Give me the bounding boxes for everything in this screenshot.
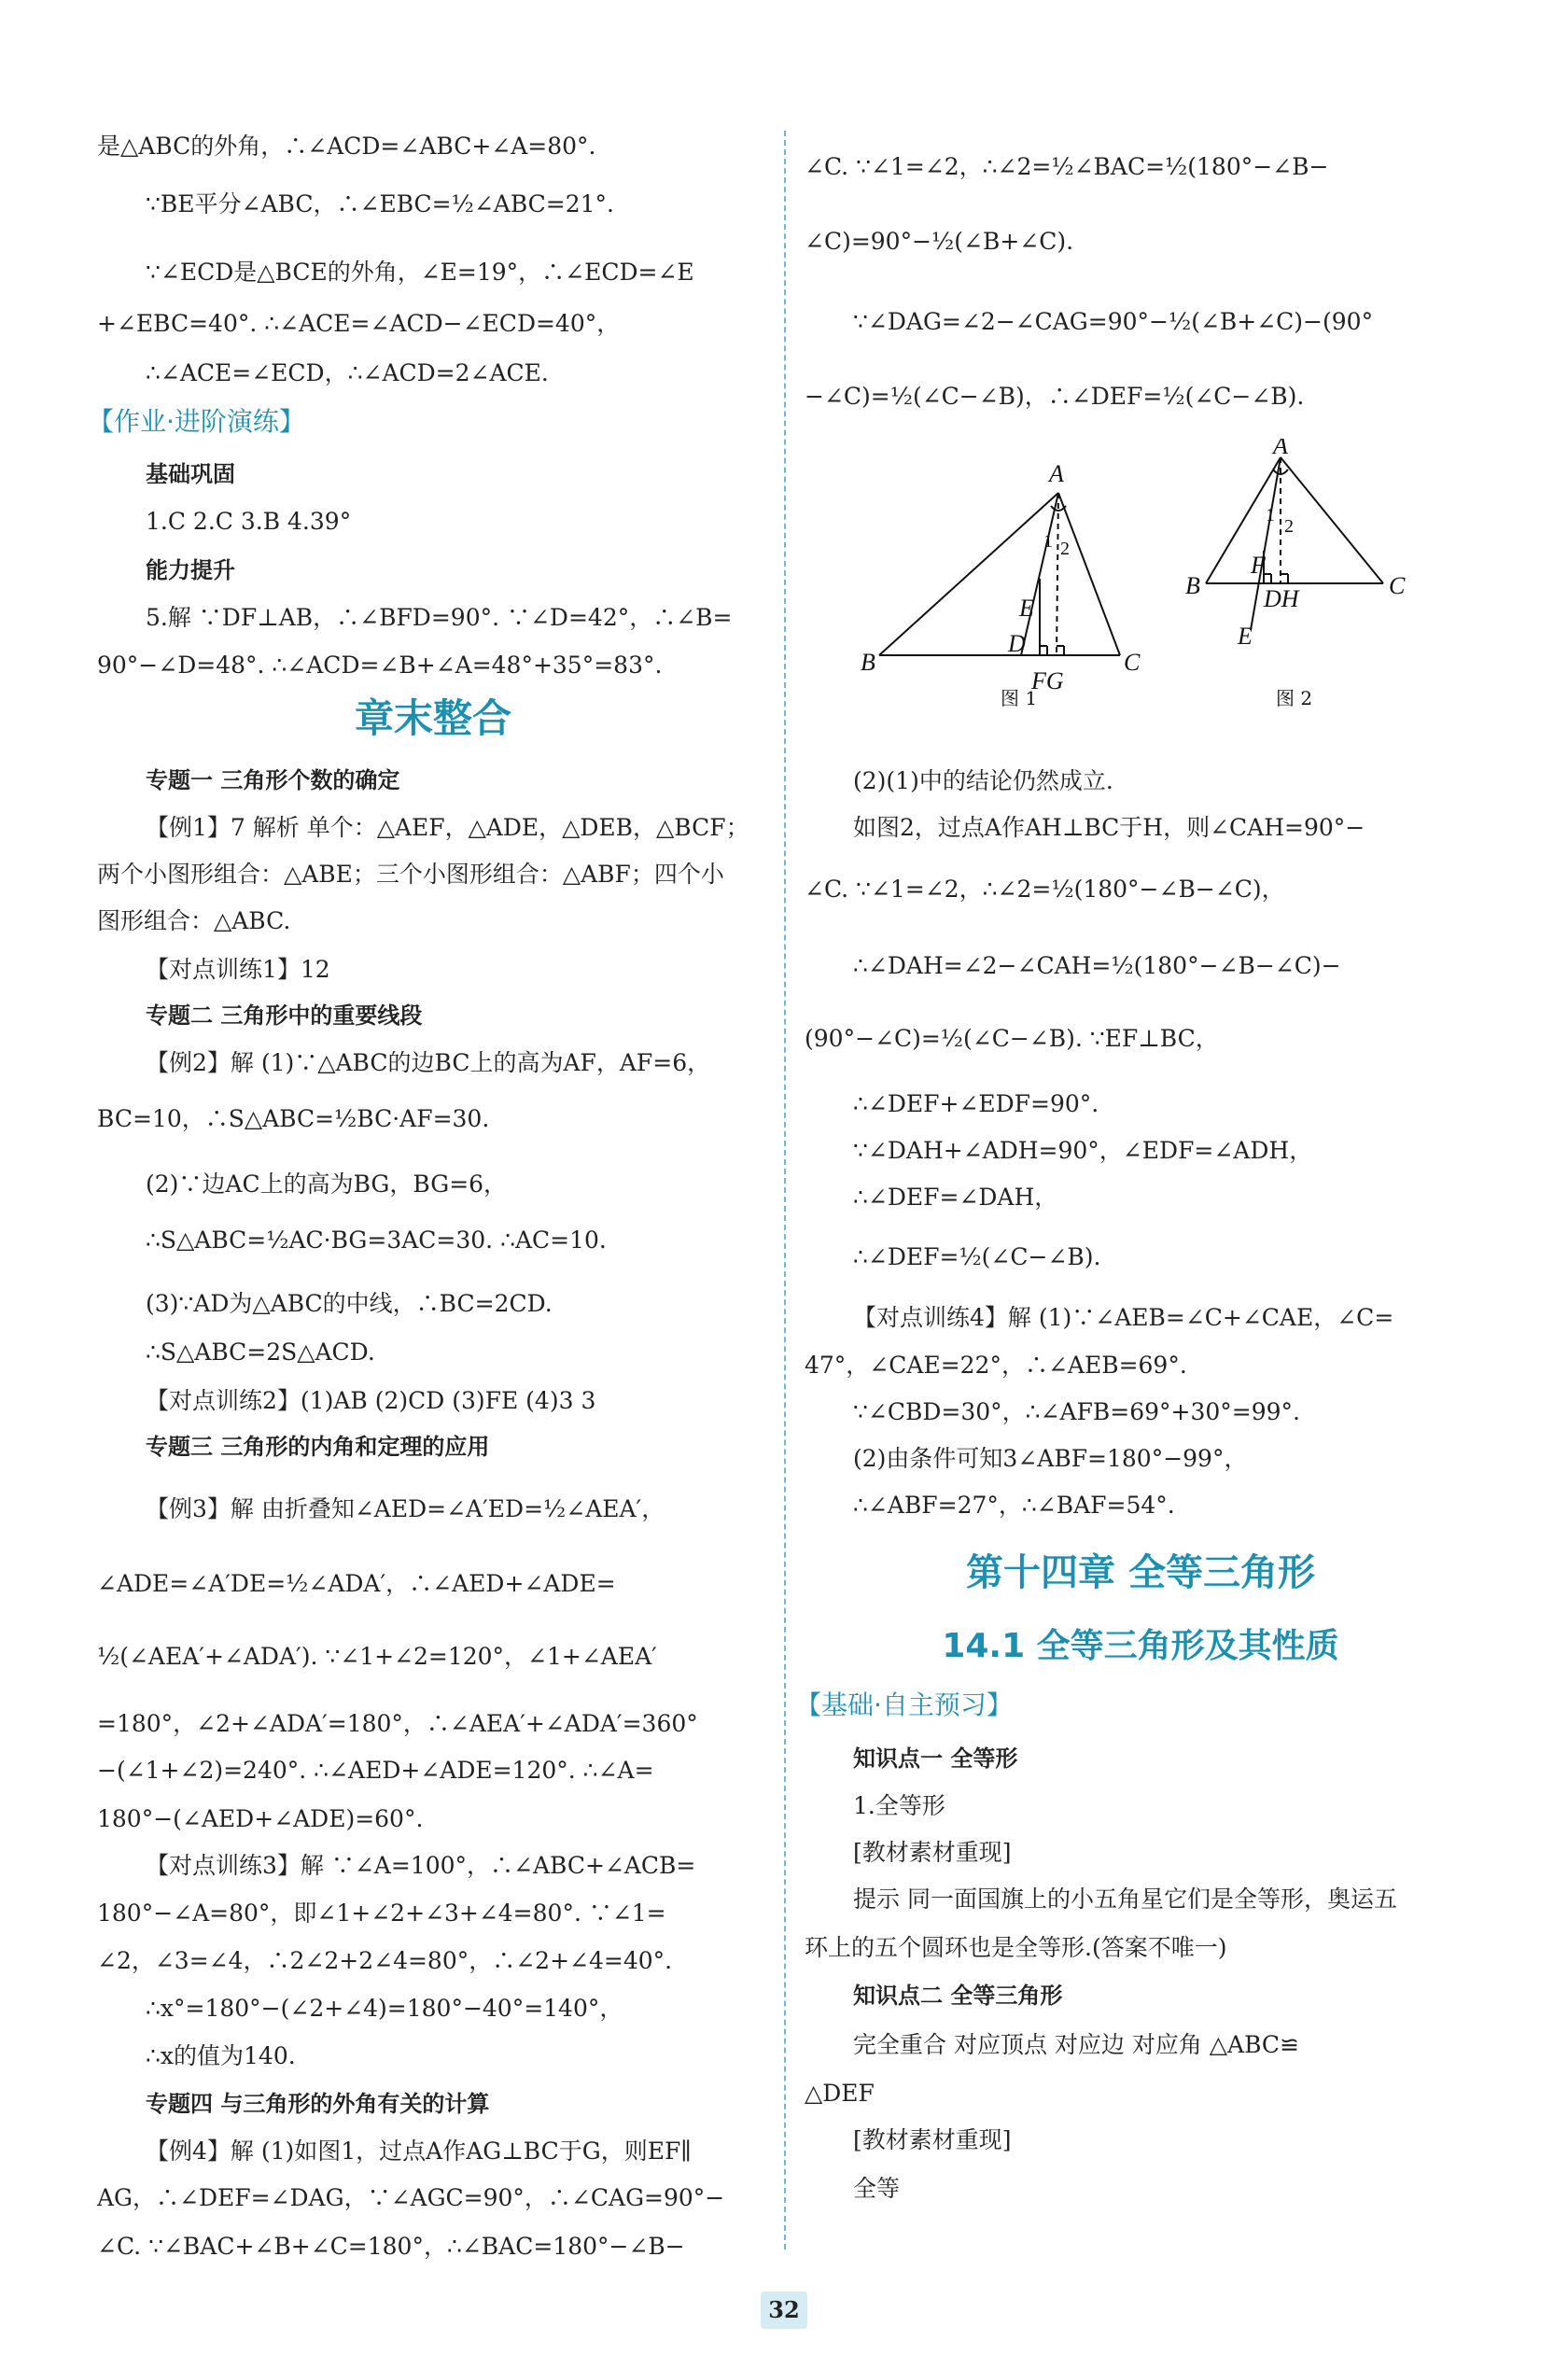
text-line: ∴∠DEF=∠DAH， — [853, 1184, 1058, 1211]
text-line: ∠C. ∵∠1=∠2，∴∠2=½∠BAC=½(180°−∠B− — [805, 153, 1329, 180]
topic-heading: 专题一 三角形个数的确定 — [146, 767, 400, 793]
column-divider — [784, 131, 786, 2250]
figure-1-caption: 图 1 — [1001, 687, 1038, 709]
text-line: (3)∵AD为△ABC的中线，∴BC=2CD. — [146, 1290, 553, 1317]
svg-text:B: B — [861, 649, 875, 676]
text-line: 【例1】7 解析 单个：△AEF，△ADE，△DEB，△BCF； — [146, 814, 749, 841]
text-line: 1.全等形 — [853, 1792, 945, 1819]
text-line: −(∠1+∠2)=240°. ∴∠AED+∠ADE=120°. ∴∠A= — [97, 1757, 654, 1784]
figure-1 — [879, 493, 1120, 655]
text-line: [教材素材重现] — [853, 1839, 1012, 1866]
text-line: ∴∠DEF=½(∠C−∠B). — [853, 1243, 1101, 1270]
text-line: =180°，∠2+∠ADA′=180°，∴∠AEA′+∠ADA′=360° — [97, 1710, 698, 1737]
chapter-summary-title: 章末整合 — [354, 695, 511, 741]
text-line: 全等 — [853, 2175, 901, 2202]
topic-heading: 专题四 与三角形的外角有关的计算 — [146, 2091, 490, 2117]
svg-text:2: 2 — [1284, 516, 1294, 537]
text-line: AG，∴∠DEF=∠DAG，∵∠AGC=90°，∴∠CAG=90°− — [97, 2184, 725, 2211]
answer-line: 1.C 2.C 3.B 4.39° — [146, 508, 352, 535]
section-title: 14.1 全等三角形及其性质 — [942, 1627, 1339, 1665]
knowledge-point-heading: 知识点一 全等形 — [853, 1745, 1018, 1772]
topic-heading: 专题三 三角形的内角和定理的应用 — [146, 1434, 490, 1460]
text-line: 47°，∠CAE=22°，∴∠AEB=69°. — [805, 1352, 1187, 1379]
text-line: (2)∵边AC上的高为BG，BG=6， — [146, 1170, 508, 1198]
svg-text:A: A — [1049, 460, 1064, 487]
text-line: (2)由条件可知3∠ABF=180°−99°， — [853, 1445, 1248, 1472]
text-line: ∵∠DAG=∠2−∠CAG=90°−½(∠B+∠C)−(90° — [853, 308, 1374, 335]
topic-heading: 专题二 三角形中的重要线段 — [146, 1002, 423, 1029]
geometry-figures — [861, 439, 1458, 709]
text-line: −∠C)=½(∠C−∠B)，∴∠DEF=½(∠C−∠B). — [805, 383, 1305, 410]
text-line: 180°−(∠AED+∠ADE)=60°. — [97, 1805, 424, 1832]
text-line: ∴x°=180°−(∠2+∠4)=180°−40°=140°， — [146, 1995, 623, 2022]
text-line: ∴∠ACE=∠ECD，∴∠ACD=2∠ACE. — [146, 359, 549, 386]
subheading: 基础巩固 — [146, 461, 235, 487]
text-line: ∠ADE=∠A′DE=½∠ADA′，∴∠AED+∠ADE= — [97, 1570, 616, 1597]
text-line: ∴∠DAH=∠2−∠CAH=½(180°−∠B−∠C)− — [853, 952, 1341, 979]
text-line: BC=10，∴S△ABC=½BC·AF=30. — [97, 1105, 490, 1132]
svg-text:FG: FG — [1031, 667, 1064, 694]
knowledge-point-heading: 知识点二 全等三角形 — [853, 1983, 1063, 2009]
figure-1-labels — [861, 460, 1141, 694]
text-line: ∴∠DEF+∠EDF=90°. — [853, 1090, 1099, 1117]
svg-text:1: 1 — [1043, 531, 1053, 552]
svg-text:C: C — [1124, 649, 1141, 676]
text-line: ∴x的值为140. — [146, 2042, 296, 2069]
svg-text:DH: DH — [1264, 585, 1299, 612]
text-line: (2)(1)中的结论仍然成立. — [853, 767, 1113, 794]
text-line: 【例4】解 (1)如图1，过点A作AG⊥BC于G，则EF∥ — [146, 2138, 692, 2165]
text-line: 【例3】解 由折叠知∠AED=∠A′ED=½∠AEA′， — [146, 1495, 665, 1522]
subheading: 能力提升 — [146, 557, 235, 583]
text-line: 如图2，过点A作AH⊥BC于H，则∠CAH=90°− — [853, 814, 1365, 841]
text-line: ∠2，∠3=∠4，∴2∠2+2∠4=80°，∴∠2+∠4=40°. — [97, 1947, 673, 1974]
text-line: 180°−∠A=80°，即∠1+∠2+∠3+∠4=80°. ∵∠1= — [97, 1899, 666, 1927]
text-line: 【对点训练1】12 — [146, 956, 330, 983]
text-line: 【对点训练3】解 ∵∠A=100°，∴∠ABC+∠ACB= — [146, 1852, 696, 1879]
text-line: 是△ABC的外角，∴∠ACD=∠ABC+∠A=80°. — [97, 133, 596, 160]
text-line: ∵∠CBD=30°，∴∠AFB=69°+30°=99°. — [853, 1398, 1301, 1425]
text-line: 环上的五个圆环也是全等形.(答案不唯一) — [805, 1934, 1227, 1961]
text-line: ∴S△ABC=½AC·BG=3AC=30. ∴AC=10. — [146, 1227, 607, 1254]
text-line: 提示 同一面国旗上的小五角星它们是全等形，奥运五 — [853, 1885, 1397, 1913]
text-line: ∵∠DAH+∠ADH=90°，∠EDF=∠ADH， — [853, 1137, 1313, 1164]
page-number: 32 — [761, 2292, 807, 2329]
svg-text:E: E — [1238, 623, 1253, 650]
svg-text:A: A — [1273, 439, 1288, 459]
text-line: ∴S△ABC=2S△ACD. — [146, 1339, 375, 1366]
text-line: [教材素材重现] — [853, 2126, 1012, 2153]
text-line: 5.解 ∵DF⊥AB，∴∠BFD=90°. ∵∠D=42°，∴∠B= — [146, 604, 733, 631]
svg-text:E: E — [1019, 595, 1034, 622]
chapter-title: 第十四章 全等三角形 — [966, 1551, 1315, 1594]
section-heading: 【作业·进阶演练】 — [88, 406, 305, 437]
section-heading: 【基础·自主预习】 — [795, 1689, 1013, 1720]
text-line: 图形组合：△ABC. — [97, 907, 291, 934]
text-line: 【例2】解 (1)∵△ABC的边BC上的高为AF，AF=6， — [146, 1049, 711, 1076]
text-line: 90°−∠D=48°. ∴∠ACD=∠B+∠A=48°+35°=83°. — [97, 652, 663, 679]
text-line: ∠C)=90°−½(∠B+∠C). — [805, 228, 1074, 255]
text-line: ∴∠ABF=27°，∴∠BAF=54°. — [853, 1492, 1175, 1519]
figure-2-labels — [1185, 439, 1406, 650]
text-line: ∵BE平分∠ABC，∴∠EBC=½∠ABC=21°. — [146, 190, 615, 217]
svg-text:2: 2 — [1060, 539, 1070, 559]
text-line: 【对点训练4】解 (1)∵∠AEB=∠C+∠CAE，∠C= — [853, 1304, 1394, 1331]
svg-text:1: 1 — [1266, 505, 1275, 526]
text-line: ∵∠ECD是△BCE的外角，∠E=19°，∴∠ECD=∠E — [146, 259, 694, 286]
svg-text:B: B — [1185, 572, 1200, 599]
text-line: 【对点训练2】(1)AB (2)CD (3)FE (4)3 3 — [146, 1387, 596, 1414]
text-line: ½(∠AEA′+∠ADA′). ∵∠1+∠2=120°，∠1+∠AEA′ — [97, 1643, 657, 1670]
svg-text:D: D — [1008, 630, 1026, 657]
svg-text:C: C — [1389, 572, 1406, 599]
text-line: +∠EBC=40°. ∴∠ACE=∠ACD−∠ECD=40°， — [97, 310, 621, 337]
text-line: △DEF — [805, 2080, 875, 2107]
text-line: 两个小图形组合：△ABE；三个小图形组合：△ABF；四个小 — [97, 861, 724, 888]
text-line: ∠C. ∵∠1=∠2，∴∠2=½(180°−∠B−∠C)， — [805, 876, 1285, 903]
text-line: (90°−∠C)=½(∠C−∠B). ∵EF⊥BC， — [805, 1025, 1219, 1052]
svg-text:F: F — [1251, 552, 1266, 579]
figure-2-caption: 图 2 — [1276, 687, 1313, 709]
text-line: ∠C. ∵∠BAC+∠B+∠C=180°，∴∠BAC=180°−∠B− — [97, 2233, 685, 2260]
text-line: 完全重合 对应顶点 对应边 对应角 △ABC≌ — [853, 2031, 1299, 2058]
